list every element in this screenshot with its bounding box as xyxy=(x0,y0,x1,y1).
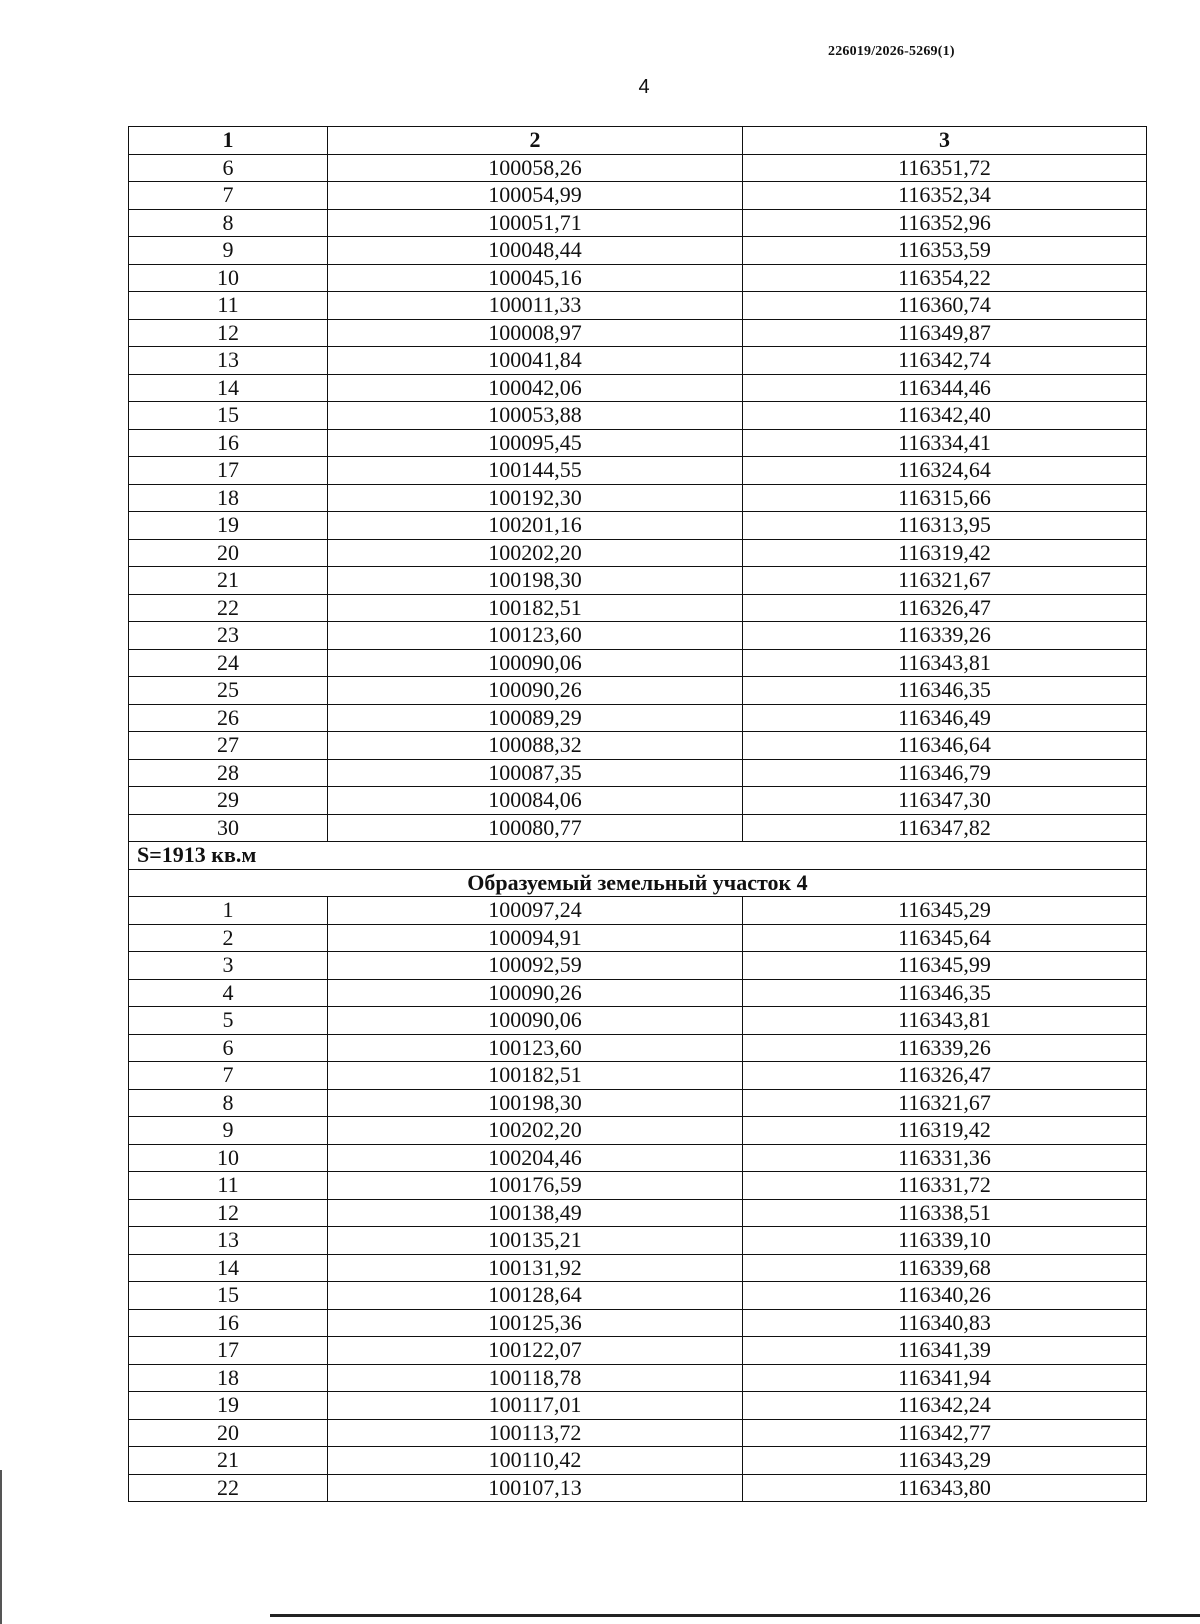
table-row xyxy=(129,1089,1147,1117)
table-row xyxy=(129,457,1147,485)
table-row xyxy=(129,1447,1147,1475)
y-coordinate-cell: 116345,64 xyxy=(743,924,1147,952)
x-coordinate-cell: 100107,13 xyxy=(328,1474,743,1502)
y-coordinate-cell: 116321,67 xyxy=(743,567,1147,595)
point-number-cell: 12 xyxy=(129,1199,328,1227)
x-coordinate-cell: 100053,88 xyxy=(328,402,743,430)
table-row xyxy=(129,1364,1147,1392)
point-number-cell: 8 xyxy=(129,1089,328,1117)
y-coordinate-cell: 116346,35 xyxy=(743,979,1147,1007)
table-row xyxy=(129,814,1147,842)
x-coordinate-cell: 100054,99 xyxy=(328,182,743,210)
point-number-cell: 6 xyxy=(129,1034,328,1062)
x-coordinate-cell: 100084,06 xyxy=(328,787,743,815)
x-coordinate-cell: 100122,07 xyxy=(328,1337,743,1365)
y-coordinate-cell: 116343,81 xyxy=(743,649,1147,677)
x-coordinate-cell: 100198,30 xyxy=(328,1089,743,1117)
table-row xyxy=(129,1199,1147,1227)
point-number-cell: 6 xyxy=(129,154,328,182)
point-number-cell: 7 xyxy=(129,1062,328,1090)
table-row xyxy=(129,484,1147,512)
x-coordinate-cell: 100008,97 xyxy=(328,319,743,347)
y-coordinate-cell: 116342,40 xyxy=(743,402,1147,430)
table-row xyxy=(129,1419,1147,1447)
point-number-cell: 13 xyxy=(129,1227,328,1255)
x-coordinate-cell: 100090,06 xyxy=(328,649,743,677)
table-row xyxy=(129,1117,1147,1145)
y-coordinate-cell: 116326,47 xyxy=(743,594,1147,622)
table-row xyxy=(129,182,1147,210)
table-row xyxy=(129,1474,1147,1502)
table-row xyxy=(129,374,1147,402)
table-row xyxy=(129,952,1147,980)
point-number-cell: 21 xyxy=(129,567,328,595)
x-coordinate-cell: 100094,91 xyxy=(328,924,743,952)
x-coordinate-cell: 100144,55 xyxy=(328,457,743,485)
y-coordinate-cell: 116319,42 xyxy=(743,1117,1147,1145)
x-coordinate-cell: 100088,32 xyxy=(328,732,743,760)
point-number-cell: 15 xyxy=(129,402,328,430)
point-number-cell: 3 xyxy=(129,952,328,980)
x-coordinate-cell: 100182,51 xyxy=(328,594,743,622)
table-row xyxy=(129,979,1147,1007)
y-coordinate-cell: 116345,99 xyxy=(743,952,1147,980)
x-coordinate-cell: 100058,26 xyxy=(328,154,743,182)
point-number-cell: 10 xyxy=(129,1144,328,1172)
point-number-cell: 16 xyxy=(129,1309,328,1337)
y-coordinate-cell: 116343,80 xyxy=(743,1474,1147,1502)
x-coordinate-cell: 100192,30 xyxy=(328,484,743,512)
y-coordinate-cell: 116340,26 xyxy=(743,1282,1147,1310)
table-row xyxy=(129,154,1147,182)
point-number-cell: 21 xyxy=(129,1447,328,1475)
y-coordinate-cell: 116360,74 xyxy=(743,292,1147,320)
x-coordinate-cell: 100051,71 xyxy=(328,209,743,237)
y-coordinate-cell: 116347,82 xyxy=(743,814,1147,842)
x-coordinate-cell: 100138,49 xyxy=(328,1199,743,1227)
x-coordinate-cell: 100048,44 xyxy=(328,237,743,265)
x-coordinate-cell: 100080,77 xyxy=(328,814,743,842)
point-number-cell: 19 xyxy=(129,512,328,540)
point-number-cell: 9 xyxy=(129,1117,328,1145)
table-row xyxy=(129,787,1147,815)
y-coordinate-cell: 116346,64 xyxy=(743,732,1147,760)
table-row xyxy=(129,1309,1147,1337)
point-number-cell: 14 xyxy=(129,1254,328,1282)
x-coordinate-cell: 100011,33 xyxy=(328,292,743,320)
table-row xyxy=(129,1254,1147,1282)
header-cell-point: 1 xyxy=(129,127,328,155)
y-coordinate-cell: 116343,29 xyxy=(743,1447,1147,1475)
point-number-cell: 10 xyxy=(129,264,328,292)
table-row xyxy=(129,292,1147,320)
x-coordinate-cell: 100198,30 xyxy=(328,567,743,595)
y-coordinate-cell: 116341,94 xyxy=(743,1364,1147,1392)
table-row xyxy=(129,402,1147,430)
page-number: 4 xyxy=(638,76,650,98)
point-number-cell: 13 xyxy=(129,347,328,375)
table-header-row xyxy=(129,127,1147,155)
y-coordinate-cell: 116351,72 xyxy=(743,154,1147,182)
x-coordinate-cell: 100117,01 xyxy=(328,1392,743,1420)
x-coordinate-cell: 100041,84 xyxy=(328,347,743,375)
table-row xyxy=(129,622,1147,650)
table-row xyxy=(129,539,1147,567)
y-coordinate-cell: 116352,34 xyxy=(743,182,1147,210)
table-row xyxy=(129,897,1147,925)
x-coordinate-cell: 100090,06 xyxy=(328,1007,743,1035)
y-coordinate-cell: 116338,51 xyxy=(743,1199,1147,1227)
y-coordinate-cell: 116326,47 xyxy=(743,1062,1147,1090)
point-number-cell: 24 xyxy=(129,649,328,677)
section-title: Образуемый земельный участок 4 xyxy=(129,869,1147,897)
x-coordinate-cell: 100089,29 xyxy=(328,704,743,732)
x-coordinate-cell: 100097,24 xyxy=(328,897,743,925)
point-number-cell: 11 xyxy=(129,292,328,320)
point-number-cell: 2 xyxy=(129,924,328,952)
point-number-cell: 7 xyxy=(129,182,328,210)
x-coordinate-cell: 100113,72 xyxy=(328,1419,743,1447)
table-row xyxy=(129,1172,1147,1200)
point-number-cell: 18 xyxy=(129,1364,328,1392)
y-coordinate-cell: 116341,39 xyxy=(743,1337,1147,1365)
table-row xyxy=(129,429,1147,457)
table-row xyxy=(129,1282,1147,1310)
x-coordinate-cell: 100202,20 xyxy=(328,1117,743,1145)
x-coordinate-cell: 100110,42 xyxy=(328,1447,743,1475)
x-coordinate-cell: 100182,51 xyxy=(328,1062,743,1090)
y-coordinate-cell: 116342,24 xyxy=(743,1392,1147,1420)
x-coordinate-cell: 100118,78 xyxy=(328,1364,743,1392)
y-coordinate-cell: 116342,74 xyxy=(743,347,1147,375)
x-coordinate-cell: 100045,16 xyxy=(328,264,743,292)
y-coordinate-cell: 116339,26 xyxy=(743,622,1147,650)
point-number-cell: 20 xyxy=(129,539,328,567)
table-row xyxy=(129,594,1147,622)
point-number-cell: 15 xyxy=(129,1282,328,1310)
area-label: S=1913 кв.м xyxy=(129,842,1147,870)
y-coordinate-cell: 116345,29 xyxy=(743,897,1147,925)
x-coordinate-cell: 100123,60 xyxy=(328,1034,743,1062)
point-number-cell: 30 xyxy=(129,814,328,842)
table-row xyxy=(129,512,1147,540)
table-row xyxy=(129,237,1147,265)
table-row xyxy=(129,264,1147,292)
point-number-cell: 17 xyxy=(129,457,328,485)
point-number-cell: 29 xyxy=(129,787,328,815)
point-number-cell: 25 xyxy=(129,677,328,705)
table-row xyxy=(129,677,1147,705)
document-number: 226019/2026-5269(1) xyxy=(828,44,955,59)
point-number-cell: 22 xyxy=(129,1474,328,1502)
point-number-cell: 20 xyxy=(129,1419,328,1447)
x-coordinate-cell: 100202,20 xyxy=(328,539,743,567)
y-coordinate-cell: 116340,83 xyxy=(743,1309,1147,1337)
point-number-cell: 28 xyxy=(129,759,328,787)
y-coordinate-cell: 116339,26 xyxy=(743,1034,1147,1062)
table-row xyxy=(129,1392,1147,1420)
scan-edge-line xyxy=(270,1614,1200,1617)
x-coordinate-cell: 100204,46 xyxy=(328,1144,743,1172)
table-row xyxy=(129,924,1147,952)
x-coordinate-cell: 100201,16 xyxy=(328,512,743,540)
y-coordinate-cell: 116315,66 xyxy=(743,484,1147,512)
x-coordinate-cell: 100090,26 xyxy=(328,979,743,1007)
table-row xyxy=(129,1007,1147,1035)
x-coordinate-cell: 100176,59 xyxy=(328,1172,743,1200)
header-cell-x: 2 xyxy=(328,127,743,155)
x-coordinate-cell: 100135,21 xyxy=(328,1227,743,1255)
y-coordinate-cell: 116331,36 xyxy=(743,1144,1147,1172)
table-row xyxy=(129,1144,1147,1172)
area-row xyxy=(129,842,1147,870)
y-coordinate-cell: 116343,81 xyxy=(743,1007,1147,1035)
table-row xyxy=(129,1034,1147,1062)
point-number-cell: 22 xyxy=(129,594,328,622)
coordinates-table xyxy=(128,126,1147,1502)
x-coordinate-cell: 100095,45 xyxy=(328,429,743,457)
y-coordinate-cell: 116331,72 xyxy=(743,1172,1147,1200)
x-coordinate-cell: 100125,36 xyxy=(328,1309,743,1337)
table-row xyxy=(129,567,1147,595)
point-number-cell: 18 xyxy=(129,484,328,512)
point-number-cell: 14 xyxy=(129,374,328,402)
coordinates-table-body xyxy=(129,127,1147,1502)
y-coordinate-cell: 116349,87 xyxy=(743,319,1147,347)
point-number-cell: 4 xyxy=(129,979,328,1007)
table-row xyxy=(129,1227,1147,1255)
table-row xyxy=(129,649,1147,677)
y-coordinate-cell: 116339,68 xyxy=(743,1254,1147,1282)
table-row xyxy=(129,759,1147,787)
table-row xyxy=(129,209,1147,237)
point-number-cell: 5 xyxy=(129,1007,328,1035)
y-coordinate-cell: 116344,46 xyxy=(743,374,1147,402)
table-row xyxy=(129,732,1147,760)
y-coordinate-cell: 116346,79 xyxy=(743,759,1147,787)
y-coordinate-cell: 116347,30 xyxy=(743,787,1147,815)
x-coordinate-cell: 100123,60 xyxy=(328,622,743,650)
y-coordinate-cell: 116346,49 xyxy=(743,704,1147,732)
y-coordinate-cell: 116324,64 xyxy=(743,457,1147,485)
x-coordinate-cell: 100128,64 xyxy=(328,1282,743,1310)
point-number-cell: 1 xyxy=(129,897,328,925)
scan-edge-left xyxy=(0,1470,2,1624)
y-coordinate-cell: 116334,41 xyxy=(743,429,1147,457)
point-number-cell: 27 xyxy=(129,732,328,760)
point-number-cell: 8 xyxy=(129,209,328,237)
x-coordinate-cell: 100090,26 xyxy=(328,677,743,705)
point-number-cell: 17 xyxy=(129,1337,328,1365)
x-coordinate-cell: 100087,35 xyxy=(328,759,743,787)
point-number-cell: 12 xyxy=(129,319,328,347)
y-coordinate-cell: 116342,77 xyxy=(743,1419,1147,1447)
point-number-cell: 26 xyxy=(129,704,328,732)
y-coordinate-cell: 116346,35 xyxy=(743,677,1147,705)
header-cell-y: 3 xyxy=(743,127,1147,155)
y-coordinate-cell: 116339,10 xyxy=(743,1227,1147,1255)
point-number-cell: 23 xyxy=(129,622,328,650)
table-row xyxy=(129,347,1147,375)
point-number-cell: 19 xyxy=(129,1392,328,1420)
point-number-cell: 16 xyxy=(129,429,328,457)
x-coordinate-cell: 100042,06 xyxy=(328,374,743,402)
point-number-cell: 9 xyxy=(129,237,328,265)
section-title-row xyxy=(129,869,1147,897)
point-number-cell: 11 xyxy=(129,1172,328,1200)
y-coordinate-cell: 116353,59 xyxy=(743,237,1147,265)
y-coordinate-cell: 116313,95 xyxy=(743,512,1147,540)
table-row xyxy=(129,1062,1147,1090)
y-coordinate-cell: 116321,67 xyxy=(743,1089,1147,1117)
y-coordinate-cell: 116354,22 xyxy=(743,264,1147,292)
x-coordinate-cell: 100092,59 xyxy=(328,952,743,980)
y-coordinate-cell: 116352,96 xyxy=(743,209,1147,237)
table-row xyxy=(129,1337,1147,1365)
table-row xyxy=(129,319,1147,347)
table-row xyxy=(129,704,1147,732)
y-coordinate-cell: 116319,42 xyxy=(743,539,1147,567)
x-coordinate-cell: 100131,92 xyxy=(328,1254,743,1282)
